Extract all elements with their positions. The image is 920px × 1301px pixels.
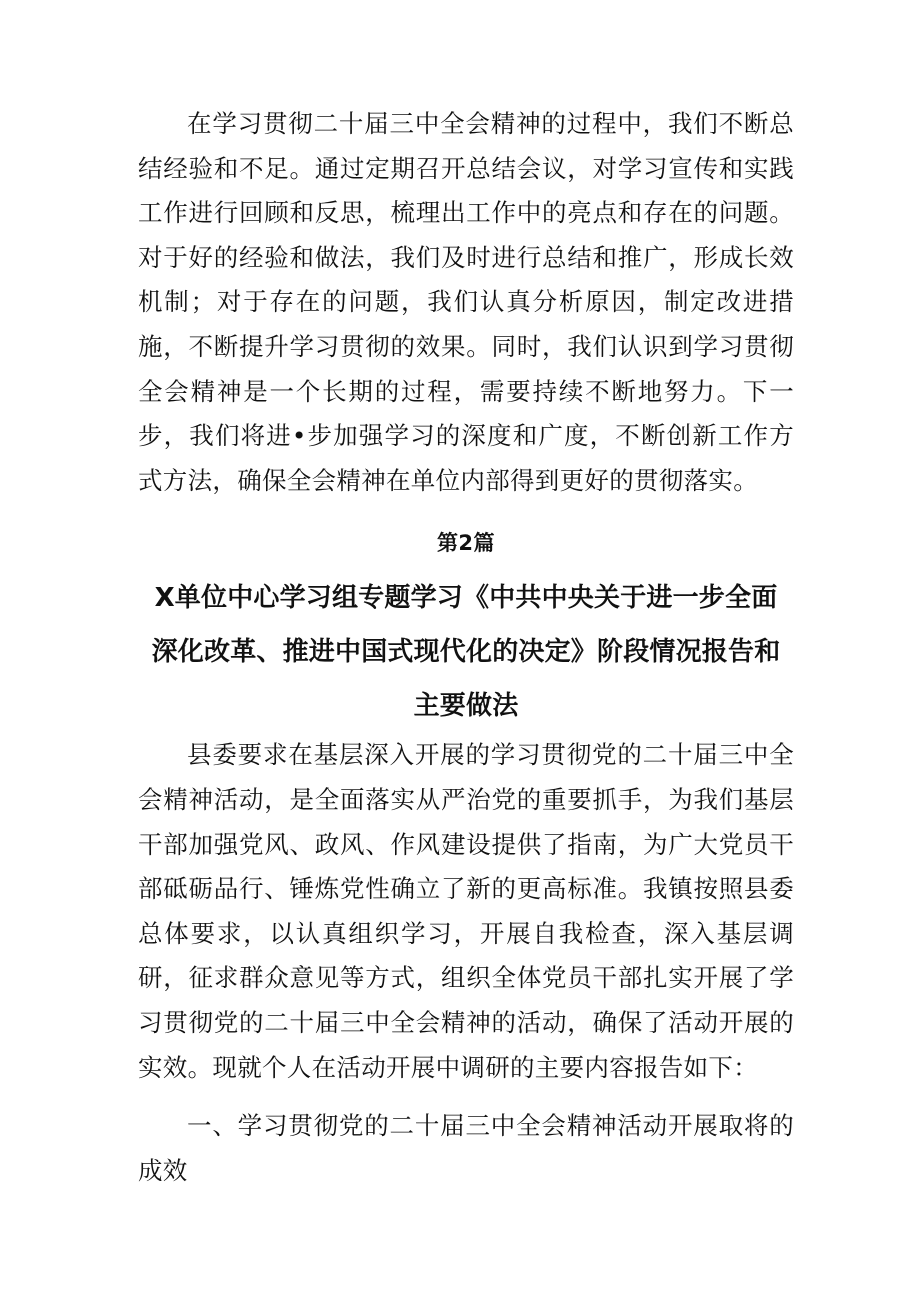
paragraph-section-heading: 一、学习贯彻党的二十届三中全会精神活动开展取将的成效 bbox=[138, 1111, 794, 1185]
section-label: 第2篇 bbox=[436, 531, 496, 556]
paragraph-summary: 在学习贯彻二十届三中全会精神的过程中，我们不断总结经验和不足。通过定期召开总结会议，对学习宣传和实践工作进行回顾和反思，梳理出工作中的亮点和存在的问题。对于好的经验和做法，我们及时进行总结和推广，形成长效机制；对于存在的问题，我们认真分析原因，制定改进措施，不断提升学习贯彻的效果。同时，我们认识到学习贯彻全会精神是一个长期的过程，需要持续不断地努力。下一步，我们将进•步加强学习的深度和广度，不断创新工作方式方法，确保全会精神在单位内部得到更好的贯彻落实。 bbox=[138, 109, 794, 495]
document-body bbox=[138, 102, 794, 1193]
paragraph-intro: 县委要求在基层深入开展的学习贯彻党的二十届三中全会精神活动，是全面落实从严治党的重要抓手，为我们基层干部加强党风、政风、作风建设提供了指南，为广大党员干部砥砺品行、锤炼党性确立了新的更高标准。我镇按照县委总体要求，以认真组织学习，开展自我检查，深入基层调研，征求群众意见等方式，组织全体党员干部扎实开展了学习贯彻党的二十届三中全会精神的活动，确保了活动开展的实效。现就个人在活动开展中调研的主要内容报告如下： bbox=[138, 740, 794, 1082]
document-title: X单位中心学习组专题学习《中共中央关于进一步全面深化改革、推进中国式现代化的决定》阶段情况报告和主要做法 bbox=[151, 583, 781, 722]
